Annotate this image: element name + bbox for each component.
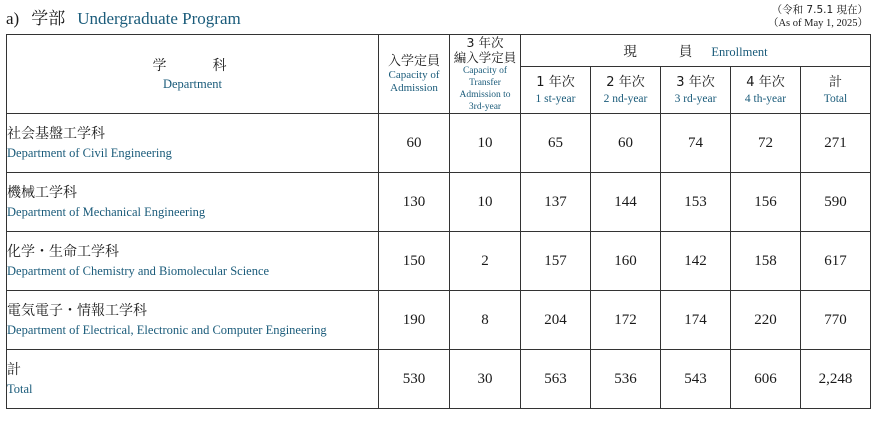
cell-year2: 160 <box>591 232 661 291</box>
department-name-jp: 社会基盤工学科 <box>7 126 105 142</box>
cell-admission: 530 <box>379 350 450 409</box>
cell-total: 2,248 <box>801 350 871 409</box>
cell-department <box>7 291 379 350</box>
column-header-admission-en-2: Admission <box>390 81 438 94</box>
total-label-en: Total <box>7 382 33 396</box>
table-total-row <box>7 350 871 409</box>
department-name-jp: 化学・生命工学科 <box>7 244 119 260</box>
cell-year1: 157 <box>521 232 591 291</box>
column-header-total-en: Total <box>823 92 848 105</box>
column-header-total-jp: 計 <box>829 74 843 90</box>
cell-year1: 204 <box>521 291 591 350</box>
column-header-year2-jp: 2 年次 <box>606 74 645 90</box>
cell-admission: 60 <box>379 114 450 173</box>
table-row <box>7 291 871 350</box>
cell-year4: 606 <box>731 350 801 409</box>
cell-year2: 144 <box>591 173 661 232</box>
column-header-transfer-en-3: 3rd-year <box>468 102 502 112</box>
section-label: a) <box>6 9 20 28</box>
cell-total: 271 <box>801 114 871 173</box>
cell-department <box>7 350 379 409</box>
cell-year1: 65 <box>521 114 591 173</box>
section-title-jp: 学部 <box>31 9 66 29</box>
table-row <box>7 232 871 291</box>
column-header-transfer-jp-1: 3 年次 <box>466 35 504 50</box>
column-header-department <box>7 35 379 114</box>
cell-year2: 172 <box>591 291 661 350</box>
cell-year1: 137 <box>521 173 591 232</box>
cell-transfer: 30 <box>450 350 521 409</box>
total-label-jp: 計 <box>7 362 21 378</box>
column-header-year4-en: 4 th-year <box>744 92 787 105</box>
table-header-row-1 <box>7 35 871 67</box>
cell-year3: 543 <box>661 350 731 409</box>
cell-year4: 156 <box>731 173 801 232</box>
cell-year3: 74 <box>661 114 731 173</box>
column-header-department-en: Department <box>162 77 222 91</box>
cell-year2: 536 <box>591 350 661 409</box>
cell-transfer: 10 <box>450 173 521 232</box>
cell-year3: 142 <box>661 232 731 291</box>
cell-department <box>7 232 379 291</box>
cell-year4: 158 <box>731 232 801 291</box>
department-name-en: Department of Chemistry and Biomolecular Science <box>7 264 270 278</box>
column-header-year2 <box>591 66 661 113</box>
cell-total: 617 <box>801 232 871 291</box>
cell-year1: 563 <box>521 350 591 409</box>
column-header-year2-en: 2 nd-year <box>603 92 648 105</box>
cell-admission: 190 <box>379 291 450 350</box>
cell-transfer: 2 <box>450 232 521 291</box>
cell-admission: 150 <box>379 232 450 291</box>
column-header-year3 <box>661 66 731 113</box>
column-header-enrollment-group <box>521 35 871 67</box>
column-header-year3-jp: 3 年次 <box>676 74 715 90</box>
department-name-jp: 電気電子・情報工学科 <box>7 303 147 319</box>
column-header-year1 <box>521 66 591 113</box>
cell-total: 770 <box>801 291 871 350</box>
cell-year3: 174 <box>661 291 731 350</box>
column-header-admission-en-1: Capacity of <box>388 68 440 81</box>
column-header-year3-en: 3 rd-year <box>674 92 717 105</box>
column-header-transfer <box>450 35 521 114</box>
cell-year3: 153 <box>661 173 731 232</box>
cell-department <box>7 114 379 173</box>
column-header-year1-en: 1 st-year <box>535 92 576 105</box>
cell-department <box>7 173 379 232</box>
cell-transfer: 10 <box>450 114 521 173</box>
as-of-date-jp: （令和 7.5.1 現在） <box>771 4 868 16</box>
column-header-transfer-en-1: Capacity of Transfer <box>462 66 508 88</box>
column-header-enrollment-en: Enrollment <box>711 44 768 59</box>
column-header-total <box>801 66 871 113</box>
column-header-enrollment-jp: 現 員 <box>623 43 698 60</box>
column-header-transfer-en-2: Admission to <box>459 90 511 100</box>
cell-admission: 130 <box>379 173 450 232</box>
column-header-admission <box>379 35 450 114</box>
column-header-year4-jp: 4 年次 <box>746 74 785 90</box>
cell-year4: 220 <box>731 291 801 350</box>
column-header-year1-jp: 1 年次 <box>536 74 575 90</box>
column-header-transfer-jp-2: 編入学定員 <box>453 50 517 65</box>
cell-total: 590 <box>801 173 871 232</box>
enrollment-table <box>6 34 871 409</box>
table-row <box>7 114 871 173</box>
as-of-date-en: （As of May 1, 2025） <box>767 18 868 29</box>
cell-year2: 60 <box>591 114 661 173</box>
department-name-en: Department of Electrical, Electronic and Computer Engineering <box>7 323 327 337</box>
department-name-en: Department of Civil Engineering <box>7 146 172 160</box>
cell-year4: 72 <box>731 114 801 173</box>
as-of-date <box>768 3 868 31</box>
department-name-jp: 機械工学科 <box>7 185 77 201</box>
department-name-en: Department of Mechanical Engineering <box>7 205 206 219</box>
table-row <box>7 173 871 232</box>
document-title <box>6 4 241 29</box>
column-header-admission-jp: 入学定員 <box>387 53 440 69</box>
cell-transfer: 8 <box>450 291 521 350</box>
section-title-en: Undergraduate Program <box>77 9 241 28</box>
column-header-department-jp: 学 科 <box>152 58 233 74</box>
column-header-year4 <box>731 66 801 113</box>
